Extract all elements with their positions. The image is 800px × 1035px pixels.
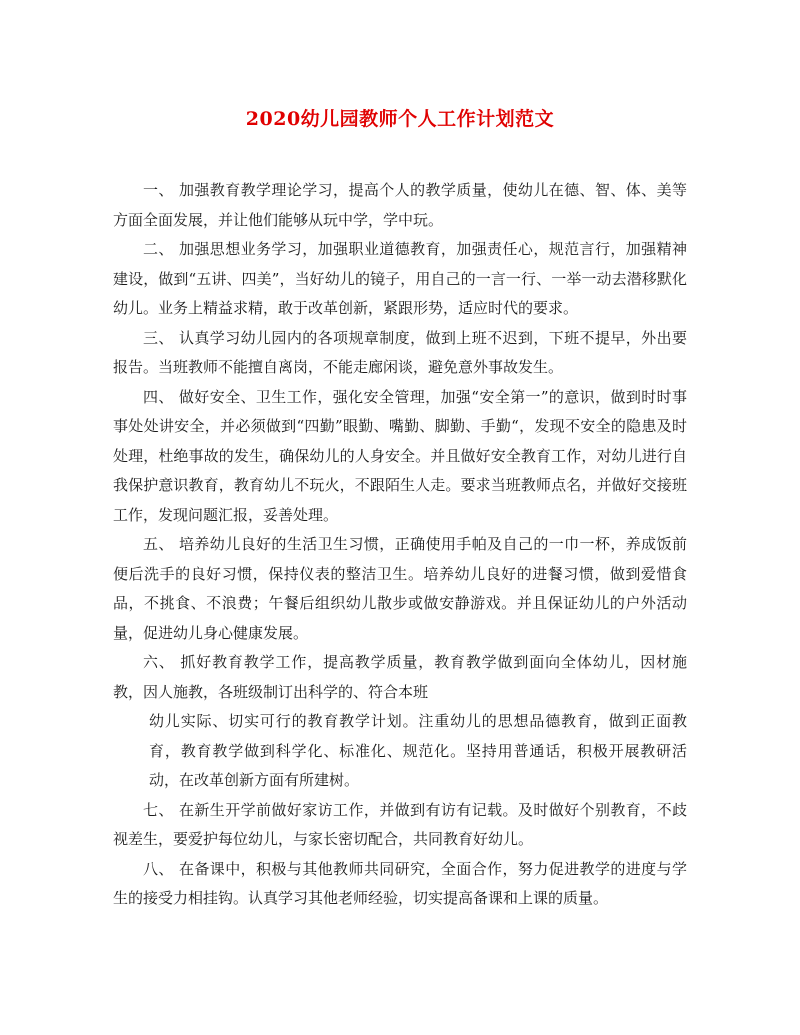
paragraph-7: 七、 在新生开学前做好家访工作，并做到有访有记载。及时做好个别教育，不歧视差生，要爱护每位幼儿，与家长密切配合，共同教育好幼儿。 (113, 800, 687, 848)
paragraph-6: 六、 抓好教育教学工作，提高教学质量，教育教学做到面向全体幼儿，因材施教，因人施教，各班级制订出科学的、符合本班 (113, 653, 687, 701)
paragraph-6-continued: 幼儿实际、切实可行的教育教学计划。注重幼儿的思想品德教育，做到正面教育，教育教学做到科学化、标准化、规范化。坚持用普通话，积极开展教研活动，在改革创新方面有所建树。 (149, 712, 687, 789)
paragraph-1: 一、 加强教育教学理论学习，提高个人的教学质量，使幼儿在德、智、体、美等方面全面发展，并让他们能够从玩中学，学中玩。 (113, 181, 687, 229)
document-body (113, 176, 687, 914)
paragraph-5: 五、 培养幼儿良好的生活卫生习惯，正确使用手帕及自己的一巾一杯，养成饭前便后洗手的良好习惯，保持仪表的整洁卫生。培养幼儿良好的进餐习惯，做到爱惜食品，不挑食、不浪费；午餐后组织幼儿散步或做安静游戏。并且保证幼儿的户外活动量，促进幼儿身心健康发展。 (113, 535, 687, 642)
document-title: 2020幼儿园教师个人工作计划范文 (245, 108, 555, 130)
paragraph-8: 八、 在备课中，积极与其他教师共同研究，全面合作，努力促进教学的进度与学生的接受力相挂钩。认真学习其他老师经验，切实提高备课和上课的质量。 (113, 859, 687, 907)
paragraph-3: 三、 认真学习幼儿园内的各项规章制度，做到上班不迟到，下班不提早，外出要报告。当班教师不能擅自离岗，不能走廊闲谈，避免意外事故发生。 (113, 328, 687, 376)
paragraph-4: 四、 做好安全、卫生工作，强化安全管理，加强“安全第一”的意识，做到时时事事处处讲安全，并必须做到“四勤”眼勤、嘴勤、脚勤、手勤“，发现不安全的隐患及时处理，杜绝事故的发生，确保幼儿的人身安全。并且做好安全教育工作，对幼儿进行自我保护意识教育，教育幼儿不玩火，不跟陌生人走。要求当班教师点名，并做好交接班工作，发现问题汇报，妥善处理。 (113, 387, 687, 524)
paragraph-2: 二、 加强思想业务学习，加强职业道德教育，加强责任心，规范言行，加强精神建设，做到“五讲、四美”，当好幼儿的镜子，用自己的一言一行、一举一动去潜移默化幼儿。业务上精益求精，敢于改革创新，紧跟形势，适应时代的要求。 (113, 240, 687, 317)
